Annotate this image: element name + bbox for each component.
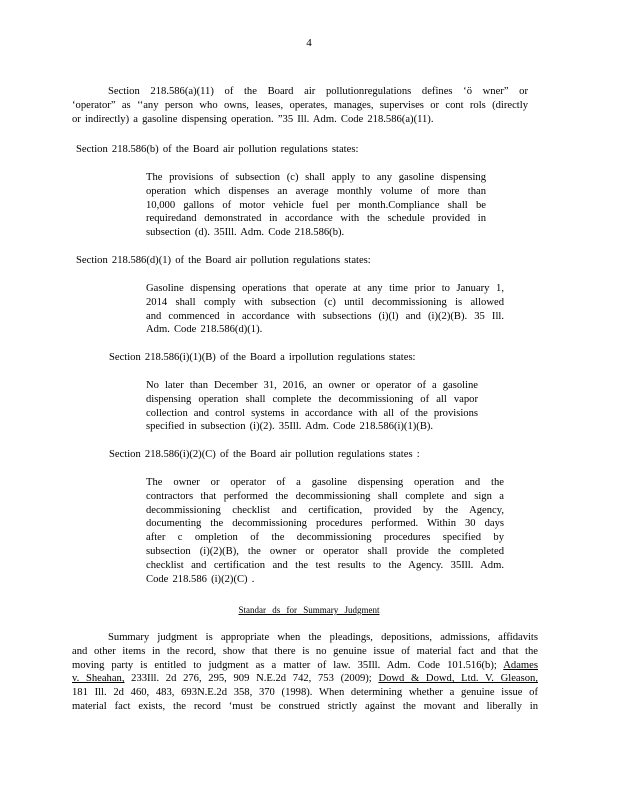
text-line: Section 218.586(b) of the Board air pollution regulations states: <box>76 144 359 155</box>
text-line: No later than December 31, 2016, an owner or operator of a gasoline <box>146 380 478 391</box>
text-line: checklist and certification and the test results to the Agency. 35Ill. Adm. <box>146 559 504 571</box>
text-line: The owner or operator of a gasoline dispensing operation and the <box>146 477 504 488</box>
intro-section-i1b <box>109 351 416 365</box>
quote-section-d1 <box>146 282 504 337</box>
text-segment: 233Ill. 2d 276, 295, 909 N.E.2d 742, 753 (2009); <box>124 673 379 685</box>
paragraph-owner-operator-definition <box>72 85 528 126</box>
text-line: subsection (i)(2)(B), the owner or operator shall provide the completed <box>146 545 504 557</box>
quote-section-i2c <box>146 476 504 586</box>
text-line: Section 218.586(a)(11) of the Board air pollutionregulations defines ‘ö wner” or <box>108 86 528 97</box>
heading-text: Standar ds for Summary Judgment <box>238 605 380 615</box>
text-line: and commenced in accordance with subsections (i)(l) and (i)(2)(B). 35 Ill. <box>146 310 504 322</box>
text-line: after c ompletion of the decommissioning procedures specified by <box>146 532 504 544</box>
intro-section-i2c <box>109 448 420 462</box>
text-line: decommissioning checklist and certification, provided by the Agency, <box>146 504 504 516</box>
text-line <box>72 659 538 673</box>
text-line: Section 218.586(d)(1) of the Board air pollution regulations states: <box>76 255 371 266</box>
text-line: Summary judgment is appropriate when the pleadings, depositions, admissions, affidavits <box>108 632 538 643</box>
text-line: 2014 shall comply with subsection (c) until decommissioning is allowed <box>146 296 504 308</box>
text-line: collection and control systems in accordance with all of the provisions <box>146 407 478 419</box>
text-line: and other items in the record, show that there is no genuine issue of material fact and that the <box>72 645 538 657</box>
text-line: operation which dispenses an average monthly volume of more than <box>146 185 486 197</box>
text-line: 10,000 gallons of motor vehicle fuel per month.Compliance shall be <box>146 199 486 211</box>
intro-section-d1 <box>76 254 371 268</box>
text-line: Code 218.586 (i)(2)(C) . <box>146 573 255 585</box>
text-line: specified in subsection (i)(2). 35Ill. Adm. Code 218.586(i)(1)(B). <box>146 421 434 433</box>
quote-section-i1b <box>146 379 478 434</box>
text-line: ‘operator” as ‘‘any person who owns, leases, operates, manages, supervises or cont rols (directly <box>72 99 528 111</box>
text-line <box>72 672 538 686</box>
text-line: Gasoline dispensing operations that operate at any time prior to January 1, <box>146 283 504 294</box>
text-line: The provisions of subsection (c) shall apply to any gasoline dispensing <box>146 172 486 183</box>
text-line: dispensing operation shall complete the decommissioning of all vapor <box>146 393 478 405</box>
text-line: requiredand demonstrated in accordance with the schedule provided in <box>146 213 486 225</box>
intro-section-b <box>76 143 358 157</box>
text-line: contractors that performed the decommissioning shall complete and sign a <box>146 490 504 502</box>
text-segment: moving party is entitled to judgment as a matter of law. 35Ill. Adm. Code 101.516(b); <box>72 659 504 671</box>
quote-section-b <box>146 171 486 240</box>
text-line: documenting the decommissioning procedures performed. Within 30 days <box>146 518 504 530</box>
paragraph-summary-judgment <box>72 631 538 714</box>
page-number: 4 <box>306 37 312 49</box>
section-heading <box>0 604 618 618</box>
case-citation: Adames <box>503 659 538 671</box>
text-line: 181 Ill. 2d 460, 483, 693N.E.2d 358, 370 (1998). When determining whether a genuine issue of <box>72 687 538 699</box>
text-line: or indirectly) a gasoline dispensing operation. ”35 Ill. Adm. Code 218.586(a)(11). <box>72 113 434 125</box>
case-citation: Dowd & Dowd, Ltd. V. Gleason, <box>378 673 538 685</box>
case-citation: v. Sheahan, <box>72 673 125 685</box>
text-line: material fact exists, the record ‘must be construed strictly against the movant and liberally in <box>72 700 538 712</box>
text-line: Adm. Code 218.586(d)(1). <box>146 324 263 336</box>
text-line: Section 218.586(i)(1)(B) of the Board a irpollution regulations states: <box>109 352 416 363</box>
text-line: subsection (d). 35Ill. Adm. Code 218.586(b). <box>146 227 345 239</box>
text-line: Section 218.586(i)(2)(C) of the Board air pollution regulations states : <box>109 449 420 460</box>
